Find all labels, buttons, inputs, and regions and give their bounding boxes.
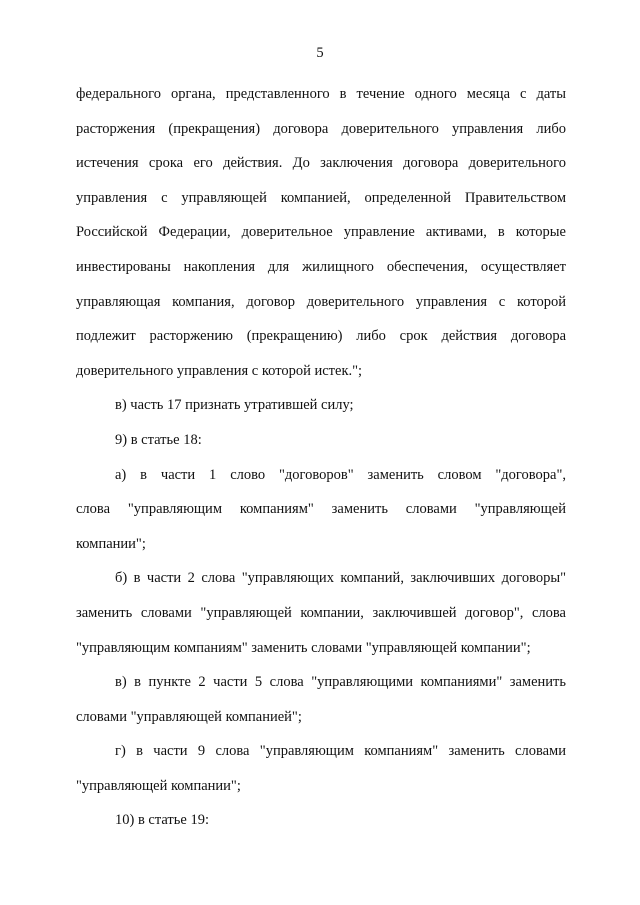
text-line: инвестированы накопления для жилищного обеспечения, осуществляет	[76, 258, 566, 275]
text-line: а) в части 1 слово "договоров" заменить словом "договора",	[115, 466, 566, 483]
text-line: б) в части 2 слова "управляющих компаний, заключивших договоры"	[115, 570, 566, 587]
paragraph	[76, 388, 566, 423]
text-line: словами "управляющей компанией";	[76, 708, 302, 725]
text-line: управляющая компания, договор доверительного управления с которой	[76, 293, 566, 310]
text-line: 9) в статье 18:	[115, 431, 202, 448]
text-line: компании";	[76, 535, 146, 552]
text-line: слова "управляющим компаниям" заменить словами "управляющей	[76, 501, 566, 518]
page-number: 5	[316, 45, 324, 61]
paragraph	[76, 423, 566, 458]
text-line: заменить словами "управляющей компании, заключившей договор", слова	[76, 604, 566, 621]
paragraph	[76, 803, 566, 838]
text-line: "управляющей компании";	[76, 777, 241, 794]
text-line: федерального органа, представленного в течение одного месяца с даты	[76, 86, 566, 102]
text-line: в) часть 17 признать утратившей силу;	[115, 397, 354, 414]
paragraph	[76, 77, 566, 388]
paragraph	[76, 458, 566, 562]
paragraph	[76, 734, 566, 803]
text-line: истечения срока его действия. До заключения договора доверительного	[76, 155, 566, 172]
text-line: "управляющим компаниям" заменить словами "управляющей компании";	[76, 639, 531, 656]
text-line: доверительного управления с которой истек.";	[76, 362, 363, 379]
document-body	[76, 77, 566, 838]
text-line: в) в пункте 2 части 5 слова "управляющими компаниями" заменить	[115, 674, 566, 691]
paragraph	[76, 665, 566, 734]
text-line: управления с управляющей компанией, определенной Правительством	[76, 189, 566, 206]
text-line: 10) в статье 19:	[115, 812, 209, 829]
text-line: расторжения (прекращения) договора доверительного управления либо	[76, 120, 566, 137]
paragraph	[76, 561, 566, 665]
text-line: Российской Федерации, доверительное управление активами, в которые	[76, 224, 566, 241]
text-line: подлежит расторжению (прекращению) либо срок действия договора	[76, 328, 566, 345]
text-line: г) в части 9 слова "управляющим компаниям" заменить словами	[115, 743, 566, 760]
